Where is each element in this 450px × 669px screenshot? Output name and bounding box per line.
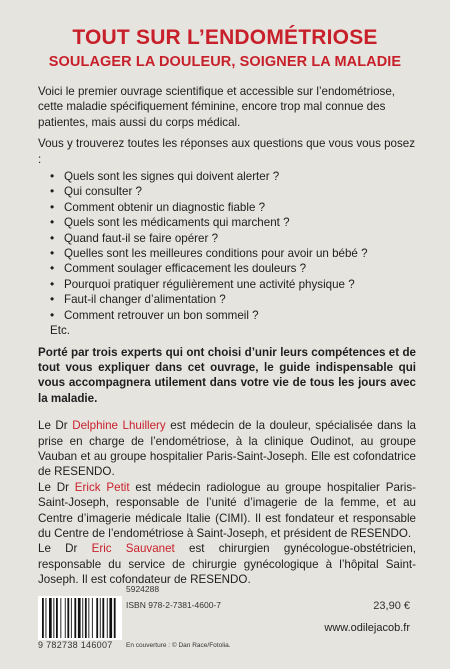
author-bio [38, 418, 416, 480]
publisher-website: www.odilejacob.fr [324, 622, 410, 634]
questions-lead: Vous y trouverez toutes les réponses aux questions que vous vous posez : [38, 137, 416, 166]
author-name: Delphine Lhuillery [72, 419, 166, 433]
barcode-digits: 9 782738 146007 [38, 640, 113, 650]
author-bio [38, 541, 416, 587]
list-item: • Pourquoi pratiquer régulièrement une activité physique ? [38, 277, 416, 292]
etc-text: Etc. [50, 324, 70, 338]
back-cover-text [38, 84, 416, 588]
list-item: • Quels sont les médicaments qui marchent ? [38, 215, 416, 230]
intro-paragraph: Voici le premier ouvrage scientifique et accessible sur l’endométriose, cette maladie spécifiquement féminine, encore trop mal connue des patientes, mais aussi du corps médical. [38, 85, 396, 129]
list-item: • Qui consulter ? [38, 184, 416, 199]
list-item: • Quelles sont les meilleures conditions pour avoir un bébé ? [38, 246, 416, 261]
cover-footer [38, 584, 416, 654]
list-item: • Faut-il changer d’alimentation ? [38, 292, 416, 307]
bio-text: est médecin radiologue au groupe hospitalier Paris-Saint-Joseph, responsable de l’unité d’imagerie de la femme, et au Centre d’imagerie médicale Italie (CIMI). Il est fondateur et responsable du Centre de l’endométriose à Saint-Joseph, et président de RESENDO. [38, 480, 416, 540]
list-item: • Comment retrouver un bon sommeil ? [38, 308, 416, 323]
book-subtitle: SOULAGER LA DOULEUR, SOIGNER LA MALADIE [48, 54, 402, 70]
author-name: Erick Petit [74, 480, 130, 494]
product-code: 5924288 [126, 584, 160, 594]
summary-paragraph: Porté par trois experts qui ont choisi d’unir leurs compétences et de tout vous expliquer dans cet ouvrage, le guide indispensable qui vous accompagnera utilement dans votre vie de tous les jours avec la maladie. [38, 345, 416, 405]
bio-prefix: Le Dr [38, 419, 73, 433]
bio-text: est médecin de la douleur, spécialisée dans la prise en charge de l’endométriose, à la clinique Oudinot, au groupe Vauban et au groupe hospitalier Paris-Saint-Joseph. Elle est cofondatrice de RESENDO. [38, 419, 416, 479]
isbn: ISBN 978-2-7381-4600-7 [126, 600, 221, 610]
list-item: • Quels sont les signes qui doivent alerter ? [38, 169, 416, 184]
questions-list [38, 169, 416, 323]
bio-prefix: Le Dr [38, 542, 92, 556]
book-title: TOUT SUR L’ENDOMÉTRIOSE [72, 26, 378, 49]
list-item: • Comment soulager efficacement les douleurs ? [38, 261, 416, 276]
barcode-icon [38, 596, 122, 640]
list-item: • Quand faut-il se faire opérer ? [38, 231, 416, 246]
list-item: • Comment obtenir un diagnostic fiable ? [38, 200, 416, 215]
bio-prefix: Le Dr [38, 480, 75, 494]
author-name: Eric Sauvanet [91, 542, 175, 556]
author-bio [38, 480, 416, 542]
bio-text: est chirurgien gynécologue-obstétricien, responsable du service de chirurgie gynécologique à l’hôpital Saint-Joseph. Il est cofondateur de RESENDO. [38, 542, 416, 587]
cover-credit: En couverture : © Dan Race/Fotolia. [126, 642, 231, 649]
price: 23,90 € [373, 600, 410, 612]
